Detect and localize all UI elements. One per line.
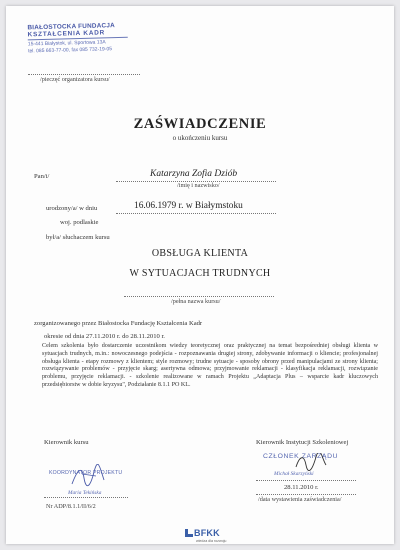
right-signature-icon: [294, 453, 328, 473]
birth-dotline: [116, 213, 276, 214]
bfkk-logo: [184, 528, 220, 538]
course-dotline: [124, 296, 274, 297]
course-caption: /pełna nazwa kursu/: [171, 298, 221, 305]
listener-label: był/a/ słuchaczem kursu: [46, 234, 110, 241]
certificate-page: [6, 6, 394, 544]
issue-date-caption: /data wystawienia zaświadczenia/: [258, 496, 342, 503]
logo-text: BFKK: [194, 528, 220, 538]
birth-value: 16.06.1979 r. w Białymstoku: [134, 201, 243, 211]
course-name-line-1: OBSŁUGA KLIENTA: [151, 248, 249, 259]
stamp-line-3: 15-441 Białystok, ul. Sportowa 13A: [27, 39, 106, 48]
organizer-dotline: [28, 74, 140, 75]
course-name-line-2: W SYTUACJACH TRUDNYCH: [129, 268, 271, 279]
coordinator-name: Maria Tekińska: [68, 490, 102, 496]
right-sign-dotline: [256, 480, 356, 481]
logo-tagline: wiedza dla rozwoju: [196, 539, 227, 543]
certificate-subtitle: o ukończeniu kursu: [172, 134, 228, 142]
date-dotline: [256, 494, 356, 495]
coordinator-stamp: KOORDYNATOR PROJEKTU: [49, 470, 123, 476]
board-member-name: Michał Skarzyński: [274, 471, 314, 477]
course-manager-title: Kierownik kursu: [44, 439, 89, 446]
board-member-stamp: CZŁONEK ZARZĄDU: [263, 453, 339, 460]
organizer-stamp: [27, 22, 136, 75]
certificate-number: Nr ADP/8.1.1/II/6/2: [46, 503, 96, 510]
stamp-line-4: tel. 085 663-77-00, fax 085 732-19-05: [27, 46, 113, 55]
left-signature-icon: [68, 464, 108, 490]
course-description: Celem szkolenia było dostarczenie uczestnikom wiedzy teoretycznej oraz praktycznej na temat bezpośredniej obsługi klienta w sytuacjach trudnych, m.in.: nowoczesnego podejścia - rozpoznawania drugiej strony, zdobywanie informacji o kliencie; profesjonalnej obsługa klienta - etapy rozmowy z klientem; style rozmowy; trudne sytuacje - sposoby obrony przed manipulacjami ze strony klienta; rozwiązywanie problemów - przyjęcie skarg; asertywna odmowa; przyjmowanie reklamacji - klasyfikacja reklamacji, rozwiązanie problemu, przyjęcie reklamacji. - szkolenie realizowane w ramach Projektu „Adaptacja Plus – wsparcie kadr kluczowych przedsiębiorstw w dobie kryzysu", Podziałanie 8.1.1 PO KL.: [42, 343, 378, 388]
course-period: okresie od dnia 27.11.2010 r. do 28.11.2010 r.: [44, 333, 165, 340]
certificate-title: ZAŚWIADCZENIE: [133, 116, 267, 132]
left-sign-dotline: [44, 497, 128, 498]
organizer-caption: /pieczęć organizatora kursu/: [40, 76, 110, 83]
stamp-line-1: BIAŁOSTOCKA FUNDACJA: [27, 22, 115, 32]
stamp-line-2: KSZTAŁCENIA KADR: [27, 29, 106, 39]
issue-date: 28.11.2010 r.: [284, 484, 319, 491]
name-caption: /imię i nazwisko/: [177, 182, 220, 189]
person-name: Katarzyna Zofia Dziób: [150, 169, 238, 179]
organized-by: zorganizowanego przez Białostocka Fundację Kształcenia Kadr: [34, 320, 203, 327]
institution-head-title: Kierownik Instytucji Szkoleniowej: [256, 439, 349, 446]
logo-mark-icon: [184, 528, 194, 538]
birth-label: urodzony/a/ w dniu: [46, 205, 98, 212]
voivodeship: woj. podlaskie: [60, 219, 99, 226]
salutation-label: Pan/i/: [34, 173, 50, 180]
